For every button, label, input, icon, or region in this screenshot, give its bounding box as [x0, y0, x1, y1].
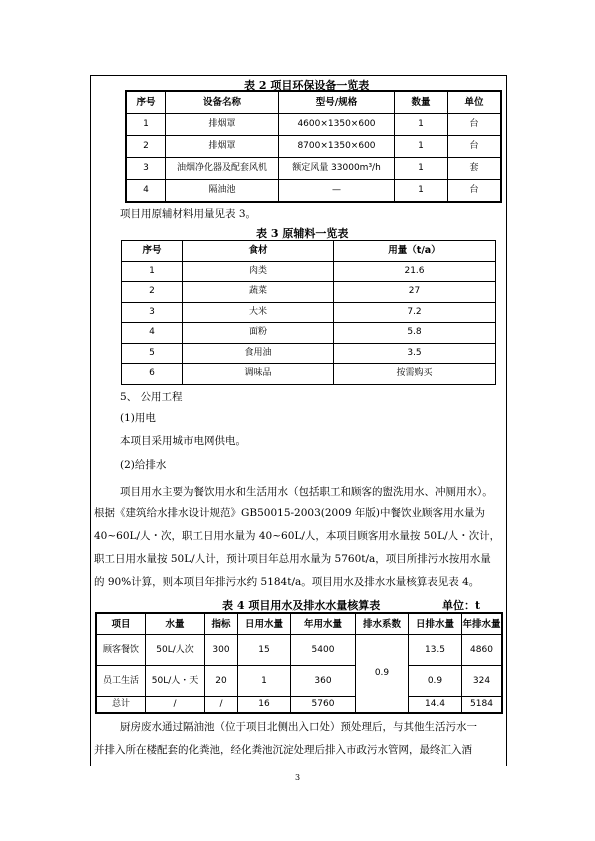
paragraph-line: 40~60L/人・次，职工日用水量为 40~60L/人，本项目顾客用水量按 50L/人・次计，: [94, 530, 501, 542]
table-cell: 3: [126, 158, 166, 180]
header-cell: 型号/规格: [279, 91, 395, 114]
table-cell: 4: [126, 180, 166, 203]
table-cell: 员工生活: [96, 666, 146, 697]
table-cell: 套: [448, 158, 502, 180]
table-row: [96, 666, 502, 697]
table-header-row: [96, 613, 502, 635]
table-cell: 50L/人・天: [146, 666, 205, 697]
table-cell: 5760: [291, 697, 356, 714]
table2-caption: 表 2 项目环保设备一览表: [244, 79, 370, 92]
table-row: [122, 364, 496, 385]
header-cell: 序号: [122, 241, 183, 262]
header-cell: 序号: [126, 91, 166, 114]
table-cell: 总计: [96, 697, 146, 714]
table-row: [126, 158, 501, 180]
table-cell: 3: [122, 302, 183, 323]
header-cell: 水量: [146, 613, 205, 635]
table-cell: 0.9: [409, 666, 462, 697]
table-cell: 16: [238, 697, 291, 714]
header-cell: 项目: [96, 613, 146, 635]
table4-unit: 单位：t: [442, 599, 481, 612]
table-cell: 7.2: [334, 302, 496, 323]
table-header-row: [126, 91, 501, 114]
table-cell: 4860: [462, 635, 503, 666]
table-cell: 20: [205, 666, 238, 697]
intro-line: 项目用原辅材料用量见表 3。: [120, 208, 257, 220]
table-cell: 2: [126, 136, 166, 158]
table-cell: 面粉: [183, 323, 334, 344]
table-cell: 调味品: [183, 364, 334, 385]
table-row: [122, 323, 496, 344]
table-cell: 隔油池: [166, 180, 279, 203]
subsection-power: (1)用电: [120, 412, 156, 424]
header-cell: 用量（t/a）: [334, 241, 496, 262]
table3-caption: 表 3 原辅料一览表: [256, 227, 349, 240]
header-cell: 单位: [448, 91, 502, 114]
table-row: [122, 343, 496, 364]
table-cell: 360: [291, 666, 356, 697]
drainage-coefficient-cell: 0.9: [356, 635, 409, 714]
header-cell: 排水系数: [356, 613, 409, 635]
power-text: 本项目采用城市电网供电。: [120, 435, 246, 447]
table-cell: 排烟罩: [166, 136, 279, 158]
table-cell: 2: [122, 282, 183, 303]
water-balance-table: [95, 612, 503, 714]
materials-table: [121, 240, 496, 385]
table-cell: 台: [448, 136, 502, 158]
paragraph-line: 根据《建筑给水排水设计规范》GB50015-2003(2009 年版)中餐饮业顾客用水量为: [94, 507, 486, 519]
table-cell: 台: [448, 180, 502, 203]
table-row: [126, 180, 501, 203]
table-cell: 5: [122, 343, 183, 364]
table-row: [96, 635, 502, 666]
table-cell: 50L/人次: [146, 635, 205, 666]
header-cell: 设备名称: [166, 91, 279, 114]
table-cell: 5184: [462, 697, 503, 714]
table-cell: 1: [238, 666, 291, 697]
table-cell: 6: [122, 364, 183, 385]
page-number: 3: [294, 773, 301, 782]
header-cell: 数量: [395, 91, 448, 114]
table-cell: 8700×1350×600: [279, 136, 395, 158]
table-cell: 食用油: [183, 343, 334, 364]
paragraph-line: 厨房废水通过隔油池（位于项目北侧出入口处）预处理后，与其他生活污水一: [120, 721, 477, 733]
table-cell: 台: [448, 114, 502, 136]
paragraph-line: 的 90%计算，则本项目年排污水约 5184t/a。项目用水及排水水量核算表见表 4。: [94, 576, 480, 588]
table-cell: 1: [395, 114, 448, 136]
table-row: [122, 261, 496, 282]
table-cell: 4: [122, 323, 183, 344]
table-row: [122, 282, 496, 303]
table-cell: 5.8: [334, 323, 496, 344]
paragraph-line: 项目用水主要为餐饮用水和生活用水（包括职工和顾客的盥洗用水、冲厕用水）。: [120, 486, 493, 498]
table-header-row: [122, 241, 496, 262]
table-cell: 1: [122, 261, 183, 282]
table-cell: 5400: [291, 635, 356, 666]
table-cell: 蔬菜: [183, 282, 334, 303]
table-row: [126, 114, 501, 136]
table4-caption: 表 4 项目用水及排水水量核算表: [222, 599, 381, 612]
subsection-water: (2)给排水: [120, 459, 167, 471]
paragraph-line: 并排入所在楼配套的化粪池，经化粪池沉淀处理后排入市政污水管网，最终汇入酒: [94, 744, 472, 756]
table-cell: 27: [334, 282, 496, 303]
table-cell: 21.6: [334, 261, 496, 282]
table-row: [126, 136, 501, 158]
header-cell: 日用水量: [238, 613, 291, 635]
table-cell: 15: [238, 635, 291, 666]
table-cell: 3.5: [334, 343, 496, 364]
paragraph-line: 职工日用水量按 50L/人计，预计项目年总用水量为 5760t/a，项目所排污水按用水量: [94, 553, 491, 565]
header-cell: 指标: [205, 613, 238, 635]
table-cell: 324: [462, 666, 503, 697]
table-cell: 1: [395, 180, 448, 203]
table-cell: 肉类: [183, 261, 334, 282]
equipment-table: [125, 90, 502, 203]
table-cell: 13.5: [409, 635, 462, 666]
header-cell: 日排水量: [409, 613, 462, 635]
table-cell: 顾客餐饮: [96, 635, 146, 666]
table-cell: 300: [205, 635, 238, 666]
table-cell: 4600×1350×600: [279, 114, 395, 136]
table-cell: /: [146, 697, 205, 714]
table-cell: /: [205, 697, 238, 714]
header-cell: 年用水量: [291, 613, 356, 635]
table-cell: 14.4: [409, 697, 462, 714]
table-row: [122, 302, 496, 323]
table-cell: 排烟罩: [166, 114, 279, 136]
table-row: [96, 697, 502, 714]
table-cell: 额定风量 33000m³/h: [279, 158, 395, 180]
table-cell: 1: [395, 136, 448, 158]
header-cell: 食材: [183, 241, 334, 262]
table-cell: 按需购买: [334, 364, 496, 385]
table-cell: —: [279, 180, 395, 203]
section-heading: 5、 公用工程: [120, 391, 183, 403]
table-cell: 大米: [183, 302, 334, 323]
table-cell: 1: [395, 158, 448, 180]
table-cell: 1: [126, 114, 166, 136]
header-cell: 年排水量: [462, 613, 503, 635]
table-cell: 油烟净化器及配套风机: [166, 158, 279, 180]
